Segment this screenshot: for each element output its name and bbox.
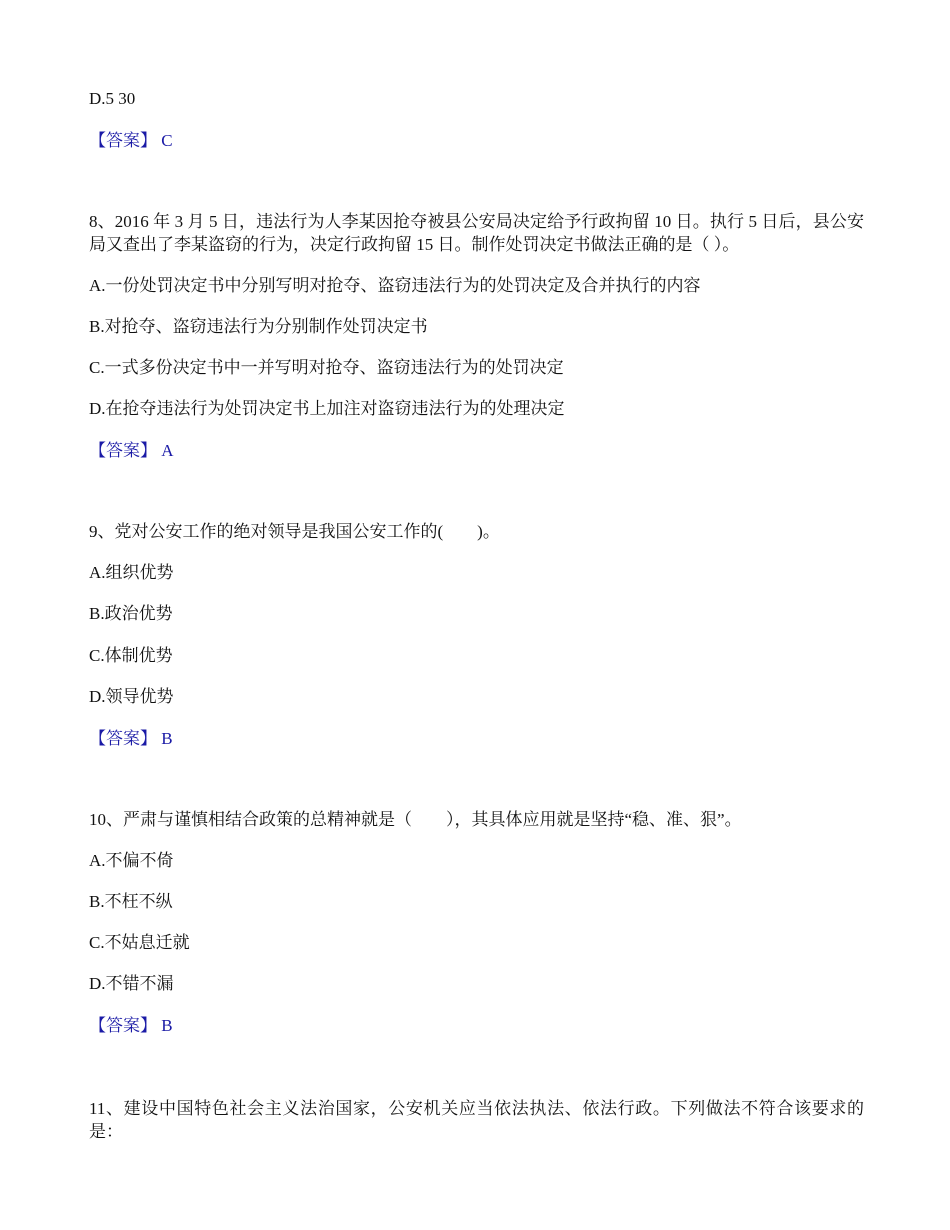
question-9-option-a: A.组织优势 [89,563,174,582]
question-10-answer: 【答案】 B [89,1016,173,1035]
question-9-stem: 9、党对公安工作的绝对领导是我国公安工作的( )。 [89,522,500,541]
question-10-option-d: D.不错不漏 [89,974,174,993]
question-9-option-d: D.领导优势 [89,687,174,706]
question-10-option-a: A.不偏不倚 [89,851,174,870]
question-8-option-d: D.在抢夺违法行为处罚决定书上加注对盗窃违法行为的处理决定 [89,399,565,418]
question-10-stem: 10、严肃与谨慎相结合政策的总精神就是（ ），其具体应用就是坚持“稳、准、狠”。 [89,810,742,829]
question-9-answer: 【答案】 B [89,729,173,748]
question-8-answer: 【答案】 A [89,441,174,460]
option-d-fragment: D.5 30 [89,89,136,108]
question-8-option-a: A.一份处罚决定书中分别写明对抢夺、盗窃违法行为的处罚决定及合并执行的内容 [89,276,701,295]
question-10-option-c: C.不姑息迁就 [89,933,190,952]
question-8-option-b: B.对抢夺、盗窃违法行为分别制作处罚决定书 [89,317,428,336]
question-8-option-c: C.一式多份决定书中一并写明对抢夺、盗窃违法行为的处罚决定 [89,358,564,377]
question-11-stem: 11、建设中国特色社会主义法治国家，公安机关应当依法执法、依法行政。下列做法不符合该要求的是： [89,1099,864,1141]
question-9-option-c: C.体制优势 [89,646,173,665]
question-9-option-b: B.政治优势 [89,604,173,623]
answer-fragment: 【答案】 C [89,131,173,150]
question-10-option-b: B.不枉不纵 [89,892,173,911]
question-8-stem: 8、2016 年 3 月 5 日，违法行为人李某因抢夺被县公安局决定给予行政拘留 10 日。执行 5 日后，县公安局又查出了李某盗窃的行为，决定行政拘留 15 日。制作处罚决定书做法正确的是（ ）。 [89,212,864,254]
